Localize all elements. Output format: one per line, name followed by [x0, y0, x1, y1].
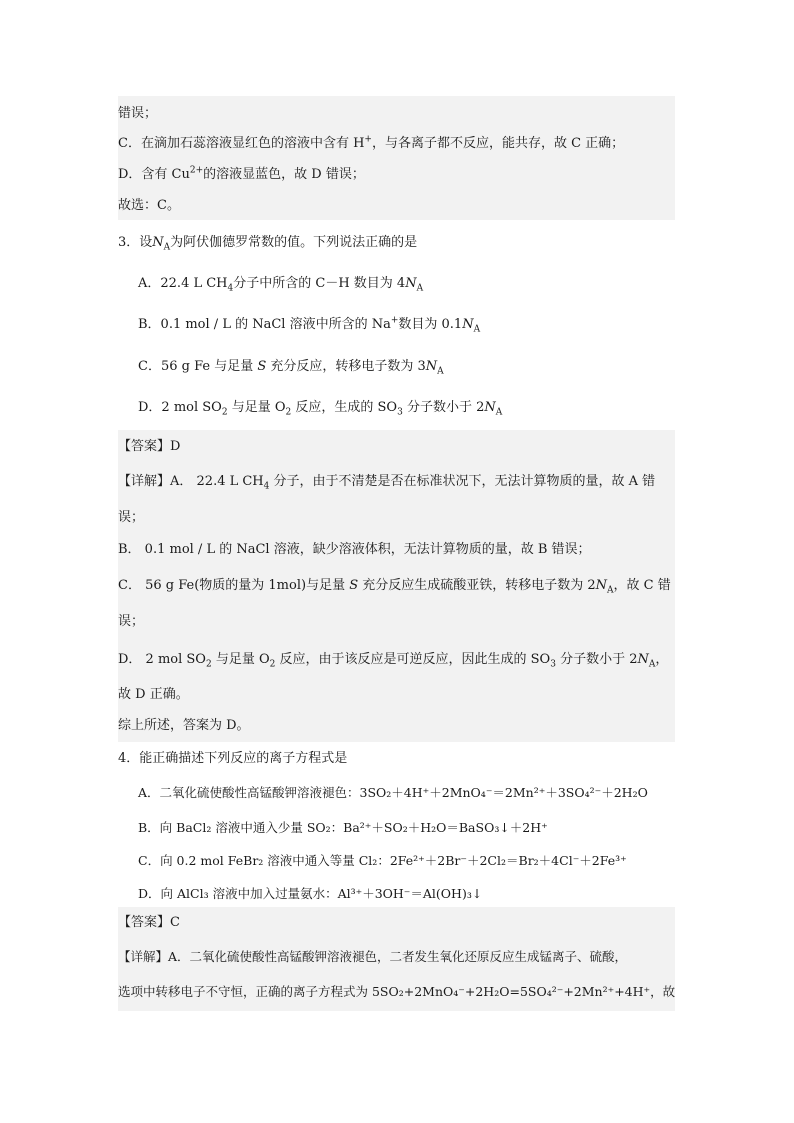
- detail-line: 【详解】A． 22.4 L $CH_4$ 分子，由于不清楚是否在标准状况下，无法计算物质的量，故 A 错: [118, 474, 656, 492]
- question-4-option-a: A．二氧化硫使酸性高锰酸钾溶液褪色：3SO₂＋4H⁺＋2MnO₄⁻＝2Mn²⁺＋3SO₄²⁻＋2H₂O: [138, 785, 648, 800]
- answer-label: 【答案】D: [118, 439, 181, 454]
- question-3-option-d: D．2 mol $SO_2$ 与足量 $O_2$ 反应，生成的 $SO_3$ 分子数小于 $2N_A$: [138, 400, 503, 418]
- question-3-option-c: C．56 g Fe 与足量 S 充分反应，转移电子数为 $3N_A$: [138, 359, 444, 377]
- detail-line: C． 56 g Fe(物质的量为 1mol)与足量 S 充分反应生成硫酸亚铁，转移电子数为 $2N_A$，故 C 错: [118, 578, 671, 596]
- text-line: 故选：C。: [118, 198, 180, 213]
- question-4-option-c: C．向 0.2 mol FeBr₂ 溶液中通入等量 Cl₂：2Fe²⁺＋2Br⁻＋2Cl₂＝Br₂＋4Cl⁻＋2Fe³⁺: [138, 853, 627, 868]
- answer-label: 【答案】C: [118, 915, 180, 930]
- question-3-stem: 3．设$N_A$为阿伏伽德罗常数的值。下列说法正确的是: [118, 235, 418, 253]
- text-line: 错误；: [118, 106, 158, 121]
- detail-line: 综上所述，答案为 D。: [118, 718, 250, 733]
- question-4-stem: 4．能正确描述下列反应的离子方程式是: [118, 751, 348, 766]
- detail-line: D． 2 mol $SO_2$ 与足量 $O_2$ 反应，由于该反应是可逆反应，因此生成的 $SO_3$ 分子数小于 $2N_A$，: [118, 652, 669, 670]
- answer-block-1: [118, 96, 675, 220]
- detail-line: 【详解】A．二氧化硫使酸性高锰酸钾溶液褪色，二者发生氧化还原反应生成锰离子、硫酸，: [118, 949, 628, 964]
- question-4-option-d: D．向 AlCl₃ 溶液中加入过量氨水：Al³⁺＋3OH⁻＝Al(OH)₃↓: [138, 886, 483, 901]
- text-line: D．含有 $Cu^{2+}$的溶液显蓝色，故 D 错误；: [118, 165, 365, 182]
- detail-line: 误；: [118, 614, 145, 629]
- detail-line: B． 0.1 mol / L 的 NaCl 溶液，缺少溶液体积，无法计算物质的量，故 B 错误；: [118, 542, 591, 557]
- question-4-option-b: B．向 BaCl₂ 溶液中通入少量 SO₂：Ba²⁺＋SO₂＋H₂O＝BaSO₃↓＋2H⁺: [138, 820, 548, 835]
- text-line: C．在滴加石蕊溶液显红色的溶液中含有 H+，与各离子都不反应，能共存，故 C 正确；: [118, 134, 625, 151]
- question-3-option-a: A．22.4 L $CH_4$分子中所含的 C－H 数目为 $4N_A$: [138, 276, 424, 294]
- question-3-option-b: B．0.1 mol / L 的 NaCl 溶液中所含的 Na+数目为 $0.1N_A$: [138, 315, 481, 335]
- detail-line: 故 D 正确。: [118, 687, 189, 702]
- detail-line: 选项中转移电子不守恒，正确的离子方程式为 5SO₂+2MnO₄⁻+2H₂O=5SO₄²⁻+2Mn²⁺+4H⁺，故: [118, 984, 676, 999]
- detail-line: 误；: [118, 510, 145, 525]
